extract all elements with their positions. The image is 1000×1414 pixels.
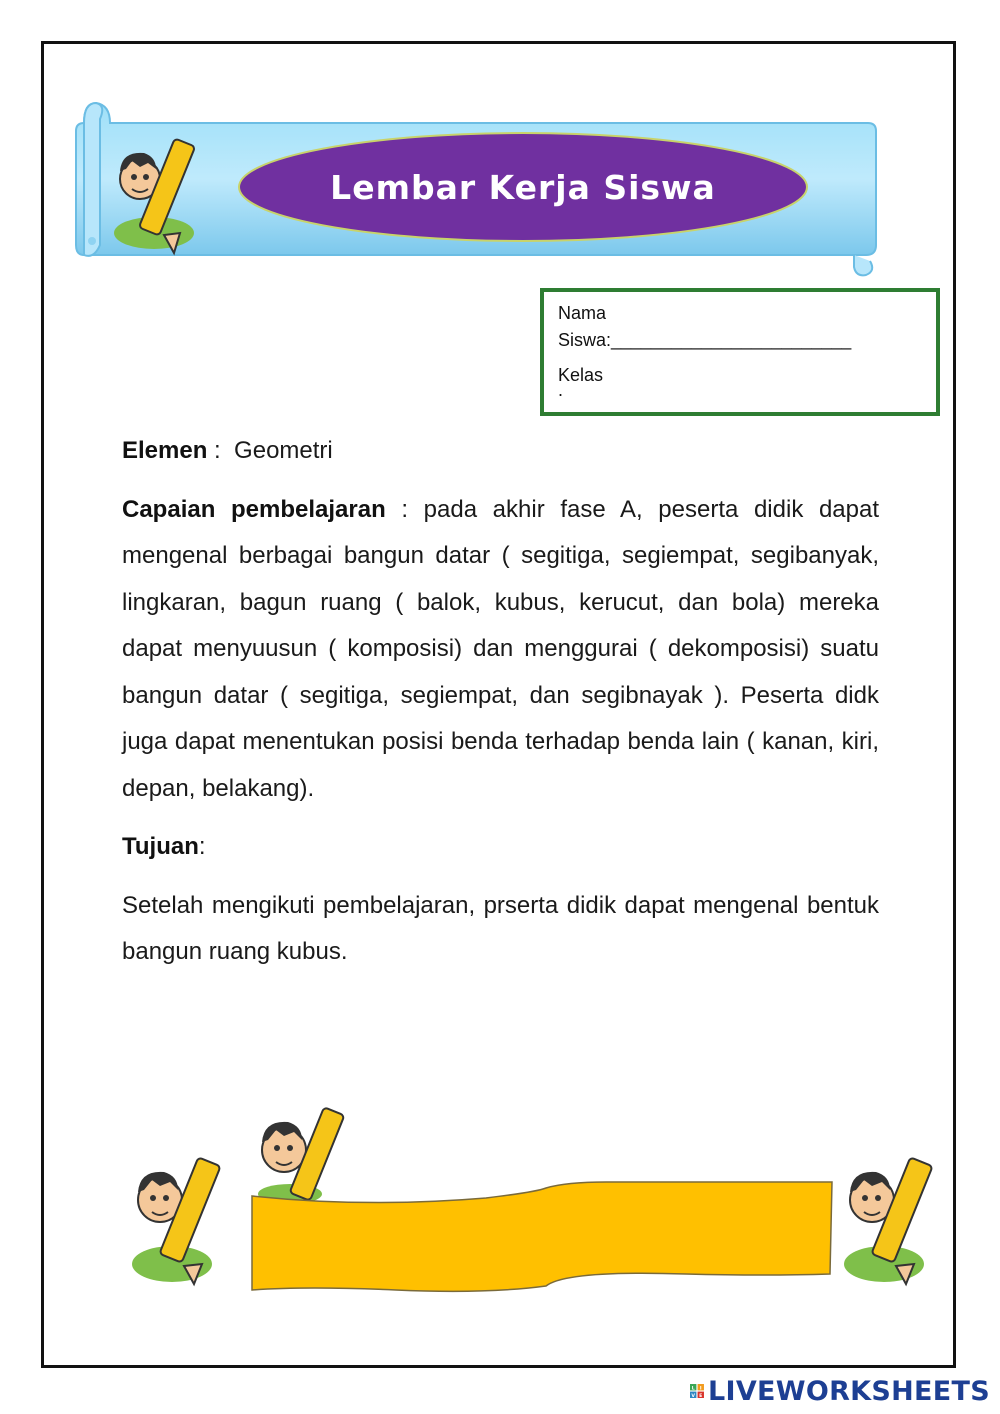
tujuan-text: Setelah mengikuti pembelajaran, prserta didik dapat mengenal bentuk bangun ruang kubus.	[122, 891, 879, 965]
tujuan-label: Tujuan	[122, 833, 199, 860]
logo-letter-v: V	[691, 1393, 695, 1399]
name-label: Nama	[558, 303, 607, 323]
student-info-box	[540, 288, 940, 416]
pencil-boy-left-icon	[126, 1148, 226, 1288]
capaian-text: : pada akhir fase A, peserta didik dapat mengenal berbagai bangun datar ( segitiga, segiempat, segibanyak, lingkaran, bagun ruang ( balok, kubus, kerucut, dan bola) mereka dapat menyuusun ( komposisi) dan menggurai ( dekomposisi) suatu bangun datar ( segitiga, segiempat, dan segibnayak ). Peserta didk juga dapat menentukan posisi benda terhadap benda lain ( kanan, kiri, depan, belakang).	[122, 495, 880, 802]
capaian-paragraph	[122, 487, 879, 813]
worksheet-content	[122, 428, 879, 976]
tujuan-colon: :	[198, 833, 206, 860]
worksheet-title: Lembar Kerja Siswa	[330, 167, 716, 207]
logo-letter-l: L	[691, 1386, 695, 1392]
elemen-separator: :	[207, 437, 235, 464]
elemen-value: Geometri	[234, 437, 333, 464]
liveworksheets-logo-icon	[690, 1379, 704, 1403]
logo-letter-e: E	[699, 1393, 703, 1399]
ribbon-banner	[246, 1178, 838, 1298]
watermark-text[interactable]: LIVEWORKSHEETS	[707, 1375, 990, 1407]
elemen-label: Elemen	[122, 437, 208, 464]
tujuan-heading	[122, 824, 879, 871]
pencil-boy-right-icon	[838, 1148, 938, 1288]
elemen-paragraph	[122, 428, 879, 475]
class-label: Kelas	[558, 365, 604, 385]
name-field[interactable]: Siswa:________________________	[558, 330, 852, 350]
tujuan-paragraph	[122, 883, 879, 976]
capaian-label: Capaian pembelajaran	[122, 495, 386, 523]
logo-letter-i: I	[699, 1386, 702, 1392]
class-field[interactable]: .	[558, 380, 564, 400]
liveworksheets-watermark	[690, 1374, 990, 1408]
